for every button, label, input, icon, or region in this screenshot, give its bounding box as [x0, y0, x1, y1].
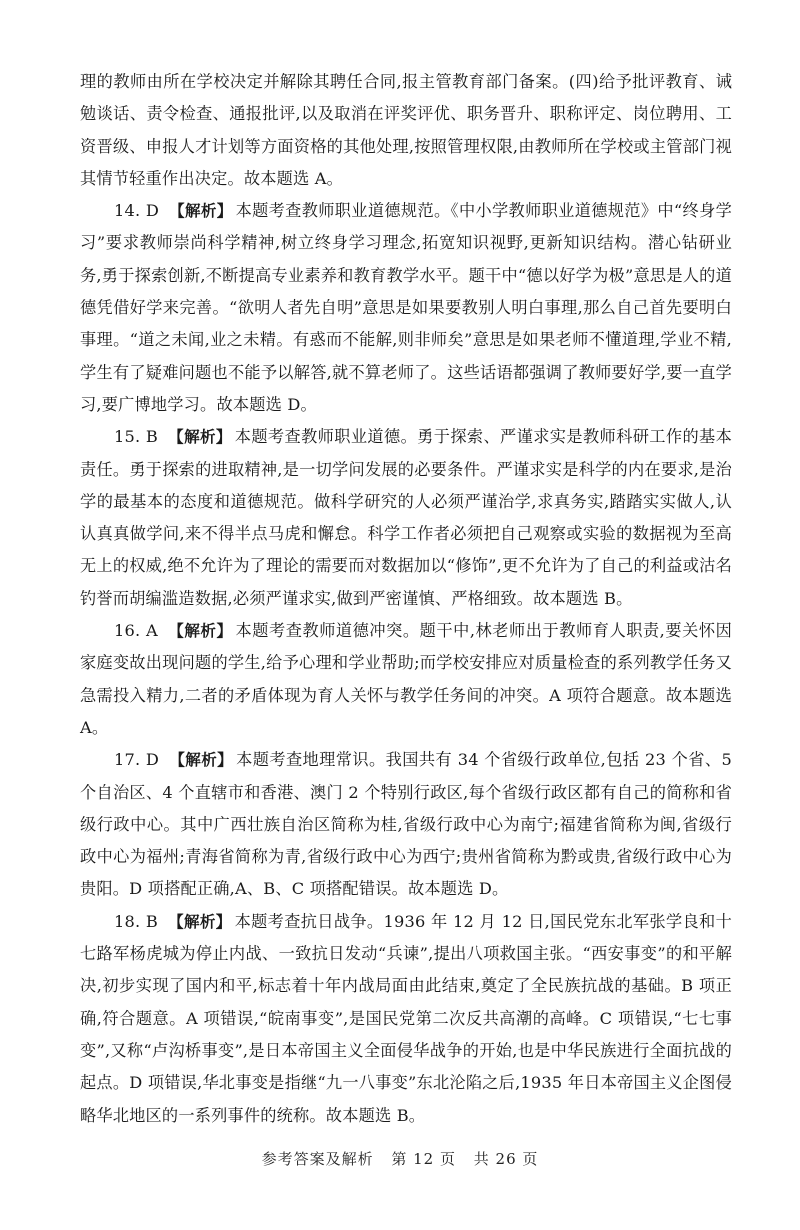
answer-text: 本题考查地理常识。我国共有 34 个省级行政单位,包括 23 个省、5 个自治区、4 个直辖市和香港、澳门 2 个特别行政区,每个省级行政区都有自己的简称和省级行政中心。其中广西壮族自治区简称为桂,省级行政中心为南宁;福建省简称为闽,省级行政中心为福州;青海省简称为青,省级行政中心为西宁;贵州省简称为黔或贵,省级行政中心为贵阳。D 项搭配正确,A、B、C 项搭配错误。故本题选 D。: [80, 750, 732, 899]
answer-15: [80, 421, 732, 615]
answer-continuation: [80, 66, 732, 195]
footer-total-pages: 共 26 页: [473, 1150, 539, 1168]
answer-number: 17. D: [114, 750, 160, 770]
answer-text: 本题考查教师职业道德。勇于探索、严谨求实是教师科研工作的基本责任。勇于探索的进取精神,是一切学问发展的必要条件。严谨求实是科学的内在要求,是治学的最基本的态度和道德规范。做科学研究的人必须严谨治学,求真务实,踏踏实实做人,认认真真做学问,来不得半点马虎和懈怠。科学工作者必须把自己观察或实验的数据视为至高无上的权威,绝不允许为了理论的需要而对数据加以“修饰”,更不允许为了自己的利益或沽名钓誉而胡编滥造数据,必须严谨求实,做到严密谨慎、严格细致。故本题选 B。: [80, 427, 732, 608]
analysis-tag: 【解析】: [167, 622, 233, 641]
answer-number: 15. B: [114, 427, 158, 447]
analysis-tag: 【解析】: [167, 428, 232, 447]
answer-number: 14. D: [114, 201, 160, 221]
answer-text: 本题考查教师职业道德规范。《中小学教师职业道德规范》中“终身学习”要求教师崇尚科学精神,树立终身学习理念,拓宽知识视野,更新知识结构。潜心钻研业务,勇于探索创新,不断提高专业素养和教育教学水平。题干中“德以好学为极”意思是人的道德凭借好学来完善。“欲明人者先自明”意思是如果要教别人明白事理,那么自己首先要明白事理。“道之未闻,业之未精。有惑而不能解,则非师矣”意思是如果老师不懂道理,学业不精,学生有了疑难问题也不能予以解答,就不算老师了。这些话语都强调了教师要好学,要一直学习,要广博地学习。故本题选 D。: [80, 201, 732, 414]
answer-text: 本题考查抗日战争。1936 年 12 月 12 日,国民党东北军张学良和十七路军杨虎城为停止内战、一致抗日发动“兵谏”,提出八项救国主张。“西安事变”的和平解决,初步实现了国内和平,标志着十年内战局面由此结束,奠定了全民族抗战的基础。B 项正确,符合题意。A 项错误,“皖南事变”,是国民党第二次反共高潮的高峰。C 项错误,“七七事变”,又称“卢沟桥事变”,是日本帝国主义全面侵华战争的开始,也是中华民族进行全面抗战的起点。D 项错误,华北事变是指继“九一八事变”东北沦陷之后,1935 年日本帝国主义企图侵略华北地区的一系列事件的统称。故本题选 B。: [80, 911, 732, 1125]
analysis-tag: 【解析】: [169, 202, 233, 221]
answer-18: [80, 906, 732, 1132]
footer-title: 参考答案及解析: [261, 1150, 374, 1168]
analysis-tag: 【解析】: [167, 912, 232, 931]
answer-text: 本题考查教师道德冲突。题干中,林老师出于教师育人职责,要关怀因家庭变故出现问题的学生,给予心理和学业帮助;而学校安排应对质量检查的系列教学任务又急需投入精力,二者的矛盾体现为育人关怀与教学任务间的冲突。A 项符合题意。故本题选 A。: [80, 621, 732, 737]
answer-17: [80, 744, 732, 905]
page-footer: [0, 1148, 800, 1169]
answer-16: [80, 615, 732, 744]
analysis-tag: 【解析】: [169, 751, 234, 770]
answer-number: 16. A: [114, 621, 158, 641]
footer-page-number: 第 12 页: [391, 1150, 456, 1168]
answer-number: 18. B: [114, 911, 158, 931]
answer-text: 理的教师由所在学校决定并解除其聘任合同,报主管教育部门备案。(四)给予批评教育、诫勉谈话、责令检查、通报批评,以及取消在评奖评优、职务晋升、职称评定、岗位聘用、工资晋级、申报人才计划等方面资格的其他处理,按照管理权限,由教师所在学校或主管部门视其情节轻重作出决定。故本题选 A。: [80, 72, 732, 188]
answer-14: [80, 195, 732, 421]
